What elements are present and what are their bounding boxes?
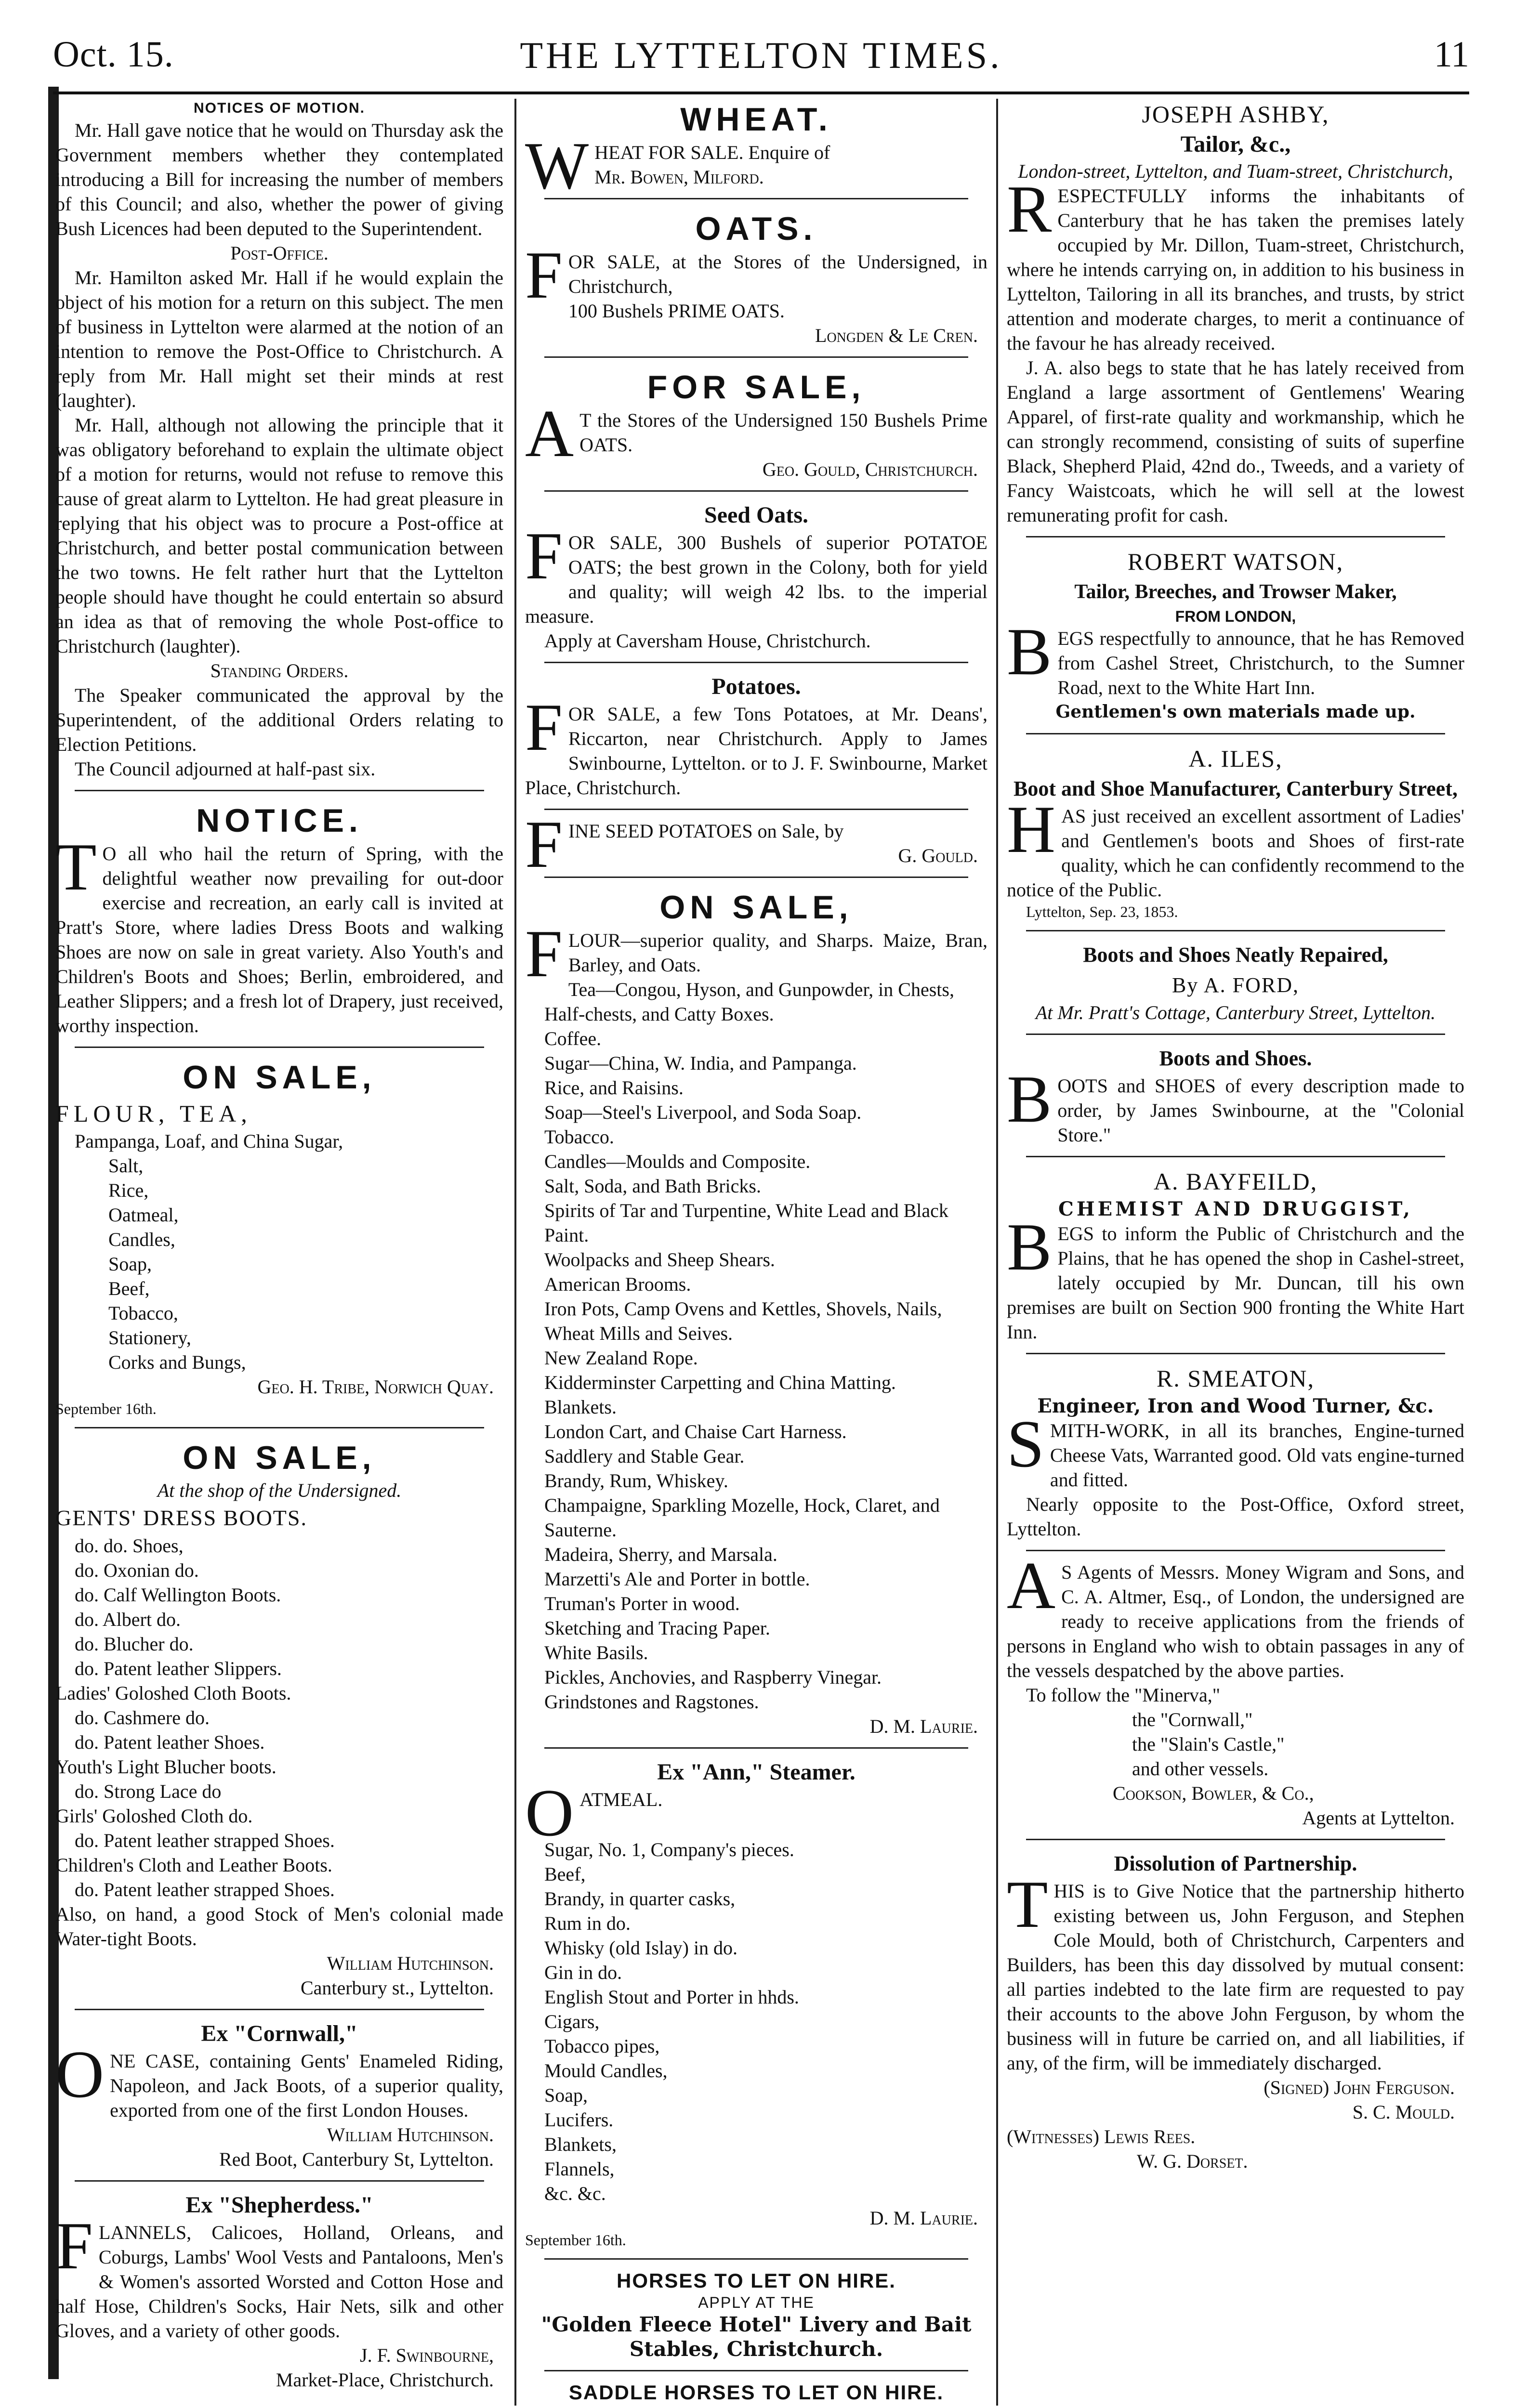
list-item: Ladies' Goloshed Cloth Boots. xyxy=(55,1682,291,1704)
list-item: English Stout and Porter in hhds. xyxy=(544,1986,799,2008)
forsale-signature: Geo. Gould, Christchurch. xyxy=(762,458,978,480)
wheat-paragraph: WHEAT FOR SALE. Enquire of xyxy=(525,129,830,203)
onsale-3-heading: ON SALE, xyxy=(659,889,853,926)
list-item: Iron Pots, Camp Ovens and Kettles, Shovels, Nails, Wheat Mills and Seives. xyxy=(544,1298,942,1344)
rule xyxy=(544,809,968,810)
list-item: Beef, xyxy=(544,1863,586,1885)
list-item: Blankets, xyxy=(544,2133,617,2155)
standing-orders-paragraph: The Speaker communicated the approval by the Superintendent, of the additional Orders relating to Election Petitions. xyxy=(55,684,503,755)
onsale-3-first: FLOUR—superior quality, and Sharps. Maize, Bran, Barley, and Oats. xyxy=(525,916,987,991)
list-item: Salt, Soda, and Bath Bricks. xyxy=(544,1175,761,1197)
list-item: do. Patent leather strapped Shoes. xyxy=(75,1830,335,1851)
list-item: do. Calf Wellington Boots. xyxy=(75,1584,281,1606)
saddle-heading: SADDLE HORSES TO LET ON HIRE. xyxy=(568,2381,944,2404)
column-2 xyxy=(525,99,987,2406)
onsale-2-list xyxy=(55,1533,503,1951)
rule xyxy=(544,2370,968,2371)
cornwall-address: Red Boot, Canterbury St, Lyttelton. xyxy=(219,2148,494,2170)
rule xyxy=(544,877,968,878)
onsale-2-title: GENTS' DRESS BOOTS. xyxy=(55,1505,307,1530)
rule xyxy=(544,1747,968,1749)
rule xyxy=(544,2258,968,2260)
rule xyxy=(1026,1156,1445,1157)
wheat-heading: WHEAT. xyxy=(680,101,832,138)
dissolution-witness: (Witnesses) Lewis Rees. xyxy=(1007,2126,1196,2147)
list-item: do. Cashmere do. xyxy=(75,1707,210,1728)
ashby-paragraph-1: RESPECTFULLY informs the inhabitants of Canterbury that he has taken the premises lately occupied by Mr. Dillon, Tuam-street, Christchurch, where he intends carrying on, in addition to his business in Lyttelton, Tailoring in all its branches, and trusts, by strict attention and moderate charges, to merit a continuance of the favour he has already received. xyxy=(1007,172,1464,354)
list-item: Kidderminster Carpetting and China Matting. xyxy=(544,1372,896,1393)
list-item: Gin in do. xyxy=(544,1962,622,1983)
list-item: Brandy, in quarter casks, xyxy=(544,1888,736,1910)
saddle-apply xyxy=(525,2405,987,2406)
column-rule-1 xyxy=(514,99,516,2406)
list-item: Brandy, Rum, Whiskey. xyxy=(544,1470,728,1492)
seedoats-apply: Apply at Caversham House, Christchurch. xyxy=(544,630,871,652)
column-rule-2 xyxy=(996,99,998,2406)
rule xyxy=(1026,733,1445,734)
bayfeild-paragraph: BEGS to inform the Public of Christchurch and the Plains, that he has opened the shop in Cashel-street, lately occupied by Mr. Duncan, till his own premises are built on Section 900 fronting the White Hart Inn. xyxy=(1007,1210,1464,1343)
list-item: do. do. Shoes, xyxy=(75,1535,184,1557)
rule xyxy=(544,356,968,358)
rule xyxy=(1026,1839,1445,1840)
list-item: White Basils. xyxy=(544,1642,648,1663)
dissolution-witness-2: W. G. Dorset. xyxy=(1137,2150,1248,2172)
list-item: Cigars, xyxy=(544,2011,600,2032)
list-item: Soap, xyxy=(544,2084,588,2106)
onsale-3-signature: D. M. Laurie. xyxy=(869,1715,978,1737)
smeaton-paragraph: SMITH-WORK, in all its branches, Engine-turned Cheese Vats, Warranted good. Old vats engine-turned and fitted. xyxy=(1007,1407,1464,1491)
boots-heading: Boots and Shoes. xyxy=(1159,1047,1312,1070)
forsale-heading: FOR SALE, xyxy=(647,369,866,406)
onsale-1-list xyxy=(55,1129,503,1374)
ashby-address: London-street, Lyttelton, and Tuam-street, Christchurch, xyxy=(1018,160,1453,182)
list-item: Stationery, xyxy=(108,1327,191,1348)
smeaton-heading: R. SMEATON, xyxy=(1156,1365,1315,1392)
oats-signature: Longden & Le Cren. xyxy=(815,325,978,346)
post-office-paragraph-2: Mr. Hall, although not allowing the principle that it was obligatory beforehand to explain the ultimate object of a motion for returns, would not refuse to remove this cause of great alarm to Lyttelton. He had great pleasure in replying that his object was to procure a Post-office at Christchurch, and better postal communication between the two towns. He felt rather hurt that the Lyttelton people should have thought he could entertain so absurd an idea as that of removing the whole Post-office to Christchurch (laughter). xyxy=(55,414,503,657)
list-item: Salt, xyxy=(108,1155,144,1177)
potatoes-paragraph: FOR SALE, a few Tons Potatoes, at Mr. Deans', Riccarton, near Christchurch. Apply to James Swinbourne, Lyttelton. or to J. F. Swinbourne, Market Place, Christchurch. xyxy=(525,690,987,798)
list-item: Girls' Goloshed Cloth do. xyxy=(55,1805,253,1827)
list-item: New Zealand Rope. xyxy=(544,1347,698,1369)
iles-heading: A. ILES, xyxy=(1188,745,1283,772)
rule xyxy=(75,1427,484,1428)
ann-heading: Ex "Ann," Steamer. xyxy=(657,1759,856,1785)
onsale-1-signature: Geo. H. Tribe, Norwich Quay. xyxy=(257,1376,494,1398)
list-item: Children's Cloth and Leather Boots. xyxy=(55,1854,332,1876)
watson-from: FROM LONDON, xyxy=(1175,608,1296,625)
list-item: Tea—Congou, Hyson, and Gunpowder, in Chests, Half-chests, and Catty Boxes. xyxy=(544,979,954,1025)
forsale-paragraph: AT the Stores of the Undersigned 150 Bushels Prime OATS. xyxy=(525,396,987,471)
list-item: &c. &c. xyxy=(544,2183,606,2204)
shepherdess-heading: Ex "Shepherdess." xyxy=(185,2192,373,2218)
list-item: Tobacco, xyxy=(108,1302,178,1324)
rule xyxy=(544,662,968,663)
ann-signature: D. M. Laurie. xyxy=(869,2207,978,2229)
agents-ships xyxy=(1007,1707,1464,1781)
list-item: Candles, xyxy=(108,1229,175,1250)
smeaton-subheading: Engineer, Iron and Wood Turner, &c. xyxy=(1037,1395,1434,1417)
shepherdess-paragraph: FLANNELS, Calicoes, Holland, Orleans, and Coburgs, Lambs' Wool Vests and Pantaloons, Men's & Women's assorted Worsted and Cotton Hose and half Hose, Children's Socks, Hair Nets, silk and other Gloves, and a variety of other goods. xyxy=(55,2209,503,2342)
list-item: Grindstones and Ragstones. xyxy=(544,1691,759,1713)
agents-signature: Cookson, Bowler, & Co., xyxy=(1113,1782,1314,1804)
list-item: Saddlery and Stable Gear. xyxy=(544,1445,745,1467)
onsale-1-date: September 16th. xyxy=(55,1400,157,1417)
issue-date: Oct. 15. xyxy=(53,34,174,75)
list-item: do. Patent leather Shoes. xyxy=(75,1731,265,1753)
oats-line: 100 Bushels PRIME OATS. xyxy=(568,300,785,322)
dissolution-paragraph: THIS is to Give Notice that the partnership hitherto existing between us, John Ferguson, and Stephen Cole Mould, both of Christchurch, Carpenters and Builders, has been this day dissolved by mutual consent: all parties indebted to the late firm are requested to pay their accounts to the above John Ferguson, by whom the business will in future be carried on, and all liabilities, if any, of the firm, will be immediately discharged. xyxy=(1007,1867,1464,2074)
horses-heading: HORSES TO LET ON HIRE. xyxy=(617,2269,896,2292)
list-item: Lucifers. xyxy=(544,2109,614,2131)
list-item: Woolpacks and Sheep Shears. xyxy=(544,1249,775,1270)
list-item: Flannels, xyxy=(544,2158,615,2180)
dissolution-signed: (Signed) John Ferguson. xyxy=(1264,2077,1455,2098)
rule xyxy=(75,1047,484,1048)
column-1 xyxy=(55,99,503,2406)
column-3 xyxy=(1007,99,1464,2406)
seedoats-heading: Seed Oats. xyxy=(704,502,808,528)
cornwall-signature: William Hutchinson. xyxy=(327,2124,494,2146)
list-item: Sugar, No. 1, Company's pieces. xyxy=(544,1839,794,1860)
notice-paragraph: TO all who hail the return of Spring, with the delightful weather now prevailing for out-door exercise and recreation, an early call is invited at Pratt's Store, where ladies Dress Boots and walking Shoes are now on sale in great variety. Also Youth's and Children's Boots and Shoes; Berlin, embroidered, and Leather Slippers; and a fresh lot of Drapery, just received, worthy inspection. xyxy=(55,830,503,1036)
list-item: Beef, xyxy=(108,1278,150,1299)
cornwall-heading: Ex "Cornwall," xyxy=(201,2021,358,2046)
list-item: Blankets. xyxy=(544,1396,617,1418)
rule xyxy=(544,490,968,492)
iles-subheading: Boot and Shoe Manufacturer, Canterbury Street, xyxy=(1014,777,1458,800)
masthead xyxy=(53,34,1469,92)
notice-heading: NOTICE. xyxy=(196,802,363,839)
bayfeild-heading: A. BAYFEILD, xyxy=(1153,1168,1318,1195)
ford-heading: Boots and Shoes Neatly Repaired, xyxy=(1083,943,1388,967)
ford-by: By A. FORD, xyxy=(1171,973,1300,997)
list-item: the "Slain's Castle," xyxy=(1132,1733,1285,1755)
list-item: Oatmeal, xyxy=(108,1204,179,1226)
rule xyxy=(544,198,968,199)
rule xyxy=(1026,536,1445,537)
fineseed-signature: G. Gould. xyxy=(898,845,978,866)
notices-paragraph: Mr. Hall gave notice that he would on Thursday ask the Government members whether they contemplated introducing a Bill for increasing the number of members of this Council; and also, whether the power of giving Bush Licences had been deputed to the Superintendent. xyxy=(55,119,503,239)
page-number: 11 xyxy=(1434,34,1469,75)
list-item: do. Patent leather strapped Shoes. xyxy=(75,1879,335,1900)
rule xyxy=(1026,1353,1445,1354)
onsale-2-subheading: At the shop of the Undersigned. xyxy=(157,1479,402,1501)
oats-heading: OATS. xyxy=(695,210,817,247)
watson-note: Gentlemen's own materials made up. xyxy=(1055,702,1416,722)
watson-paragraph: BEGS respectfully to announce, that he has Removed from Cashel Street, Christchurch, to the Sumner Road, next to the White Hart Inn. xyxy=(1007,615,1464,698)
dissolution-signed-2: S. C. Mould. xyxy=(1352,2101,1455,2123)
list-item: London Cart, and Chaise Cart Harness. xyxy=(544,1421,847,1442)
shepherdess-signature: J. F. Swinbourne, xyxy=(360,2344,494,2366)
standing-orders-heading: Standing Orders. xyxy=(210,660,349,681)
list-item: do. Strong Lace do xyxy=(75,1780,222,1802)
list-item: and other vessels. xyxy=(1132,1758,1269,1780)
list-item: Sugar—China, W. India, and Pampanga. xyxy=(544,1052,857,1074)
dissolution-heading: Dissolution of Partnership. xyxy=(1114,1852,1357,1875)
rule xyxy=(1026,1550,1445,1551)
list-item: Soap—Steel's Liverpool, and Soda Soap. xyxy=(544,1101,862,1123)
ann-list xyxy=(525,1837,987,2206)
onsale-1-heading: ON SALE, xyxy=(183,1059,376,1096)
list-item: Spirits of Tar and Turpentine, White Lead and Black Paint. xyxy=(544,1200,948,1246)
ann-date: September 16th. xyxy=(525,2231,626,2249)
ashby-heading: JOSEPH ASHBY, xyxy=(1142,101,1329,128)
rule xyxy=(75,2180,484,2182)
agents-address: Agents at Lyttelton. xyxy=(1302,1807,1455,1829)
post-office-paragraph-1: Mr. Hamilton asked Mr. Hall if he would explain the object of his motion for a return on this subject. The men of business in Lyttelton were alarmed at the notion of an intention to remove the Post-Office to Christchurch. A reply from Mr. Hall might set their minds at rest (laughter). xyxy=(55,267,503,411)
list-item: Youth's Light Blucher boots. xyxy=(55,1756,276,1778)
list-item: do. Patent leather Slippers. xyxy=(75,1658,282,1679)
ann-title: OATMEAL. xyxy=(525,1776,663,1850)
list-item: Sketching and Tracing Paper. xyxy=(544,1617,770,1639)
agents-paragraph: AS Agents of Messrs. Money Wigram and Sons, and C. A. Altmer, Esq., of London, the undersigned are ready to receive applications from the friends of persons in England who wish to obtain passages in any of the vessels despatched by the above parties. xyxy=(1007,1548,1464,1681)
horses-place: "Golden Fleece Hotel" Livery and Bait Stables, Christchurch. xyxy=(541,2313,972,2361)
list-item: Champaigne, Sparkling Mozelle, Hock, Claret, and Sauterne. xyxy=(544,1494,940,1541)
list-item: Tobacco. xyxy=(544,1126,614,1148)
rule xyxy=(1026,930,1445,931)
notices-heading: NOTICES OF MOTION. xyxy=(194,100,365,116)
list-item: American Brooms. xyxy=(544,1273,691,1295)
shepherdess-address: Market-Place, Christchurch. xyxy=(276,2369,494,2391)
newspaper-title: THE LYTTELTON TIMES. xyxy=(520,34,1002,76)
list-item: Coffee. xyxy=(544,1028,602,1049)
smeaton-paragraph-2: Nearly opposite to the Post-Office, Oxford street, Lyttelton. xyxy=(1007,1493,1464,1540)
list-item: Pampanga, Loaf, and China Sugar, xyxy=(75,1130,343,1152)
masthead-rule xyxy=(53,92,1469,94)
list-item: do. Oxonian do. xyxy=(75,1559,199,1581)
list-item: Rice, and Raisins. xyxy=(544,1077,684,1099)
cornwall-paragraph: ONE CASE, containing Gents' Enameled Riding, Napoleon, and Jack Boots, of a superior quality, exported from one of the first London Houses. xyxy=(55,2037,503,2121)
onsale-2-heading: ON SALE, xyxy=(183,1440,376,1476)
agents-follow: To follow the "Minerva," xyxy=(1026,1684,1221,1706)
watson-heading: ROBERT WATSON, xyxy=(1127,548,1344,575)
rule xyxy=(75,790,484,791)
list-item: Rice, xyxy=(108,1179,149,1201)
seedoats-paragraph: FOR SALE, 300 Bushels of superior POTATOE OATS; the best grown in the Colony, both for yield and quality; will weigh 42 lbs. to the imperial measure. xyxy=(525,519,987,627)
onsale-2-signature: William Hutchinson. xyxy=(327,1952,494,1974)
iles-paragraph: HAS just received an excellent assortment of Ladies' and Gentlemen's boots and Shoes of first-rate quality, which he can confidently recommend to the notice of the Public. xyxy=(1007,792,1464,901)
list-item: Rum in do. xyxy=(544,1912,631,1934)
onsale-1-title: FLOUR, TEA, xyxy=(55,1100,252,1127)
list-item: Mould Candles, xyxy=(544,2060,668,2081)
adjourned-line: The Council adjourned at half-past six. xyxy=(75,758,376,780)
list-item: Pickles, Anchovies, and Raspberry Vinegar. xyxy=(544,1666,882,1688)
list-item: Tobacco pipes, xyxy=(544,2035,660,2057)
list-item: Whisky (old Islay) in do. xyxy=(544,1937,738,1959)
list-item: Candles—Moulds and Composite. xyxy=(544,1151,811,1172)
bayfeild-subheading: CHEMIST AND DRUGGIST, xyxy=(1058,1198,1413,1220)
onsale-2-address: Canterbury st., Lyttelton. xyxy=(300,1977,494,1999)
fineseed-paragraph: FINE SEED POTATOES on Sale, by xyxy=(525,807,844,882)
list-item: Also, on hand, a good Stock of Men's colonial made Water-tight Boots. xyxy=(55,1903,503,1950)
boots-paragraph: BOOTS and SHOES of every description made to order, by James Swinbourne, at the "Colonial Store." xyxy=(1007,1062,1464,1146)
list-item: Madeira, Sherry, and Marsala. xyxy=(544,1544,777,1565)
list-item: the "Cornwall," xyxy=(1132,1709,1253,1730)
ashby-paragraph-2: J. A. also begs to state that he has lately received from England a large assortment of Gentlemens' Wearing Apparel, of first-rate quality and workmanship, which he can strongly recommend, consisting of suits of superfine Black, Shepherd Plaid, 42nd do., Tweeds, and a variety of Fancy Waistcoats, which he will sell at the lowest remunerating profit for cash. xyxy=(1007,357,1464,526)
ashby-subheading: Tailor, &c., xyxy=(1180,131,1291,157)
rule xyxy=(1026,1034,1445,1035)
list-item: Corks and Bungs, xyxy=(108,1351,246,1373)
wheat-signature: Mr. Bowen, Milford. xyxy=(594,166,764,188)
watson-subheading: Tailor, Breeches, and Trowser Maker, xyxy=(1074,581,1397,603)
horses-apply: APPLY AT THE xyxy=(698,2294,815,2311)
oats-paragraph: FOR SALE, at the Stores of the Undersigned, in Christchurch, xyxy=(525,238,987,313)
potatoes-heading: Potatoes. xyxy=(711,674,801,699)
iles-date: Lyttelton, Sep. 23, 1853. xyxy=(1026,903,1178,920)
list-item: Soap, xyxy=(108,1253,152,1275)
list-item: Marzetti's Ale and Porter in bottle. xyxy=(544,1568,810,1590)
ford-address: At Mr. Pratt's Cottage, Canterbury Street, Lyttelton. xyxy=(1035,1002,1436,1023)
post-office-heading: Post-Office. xyxy=(230,242,329,264)
list-item: do. Blucher do. xyxy=(75,1633,194,1655)
onsale-3-list xyxy=(525,977,987,1714)
rule xyxy=(75,2009,484,2010)
list-item: do. Albert do. xyxy=(75,1609,181,1630)
list-item: Truman's Porter in wood. xyxy=(544,1593,740,1614)
